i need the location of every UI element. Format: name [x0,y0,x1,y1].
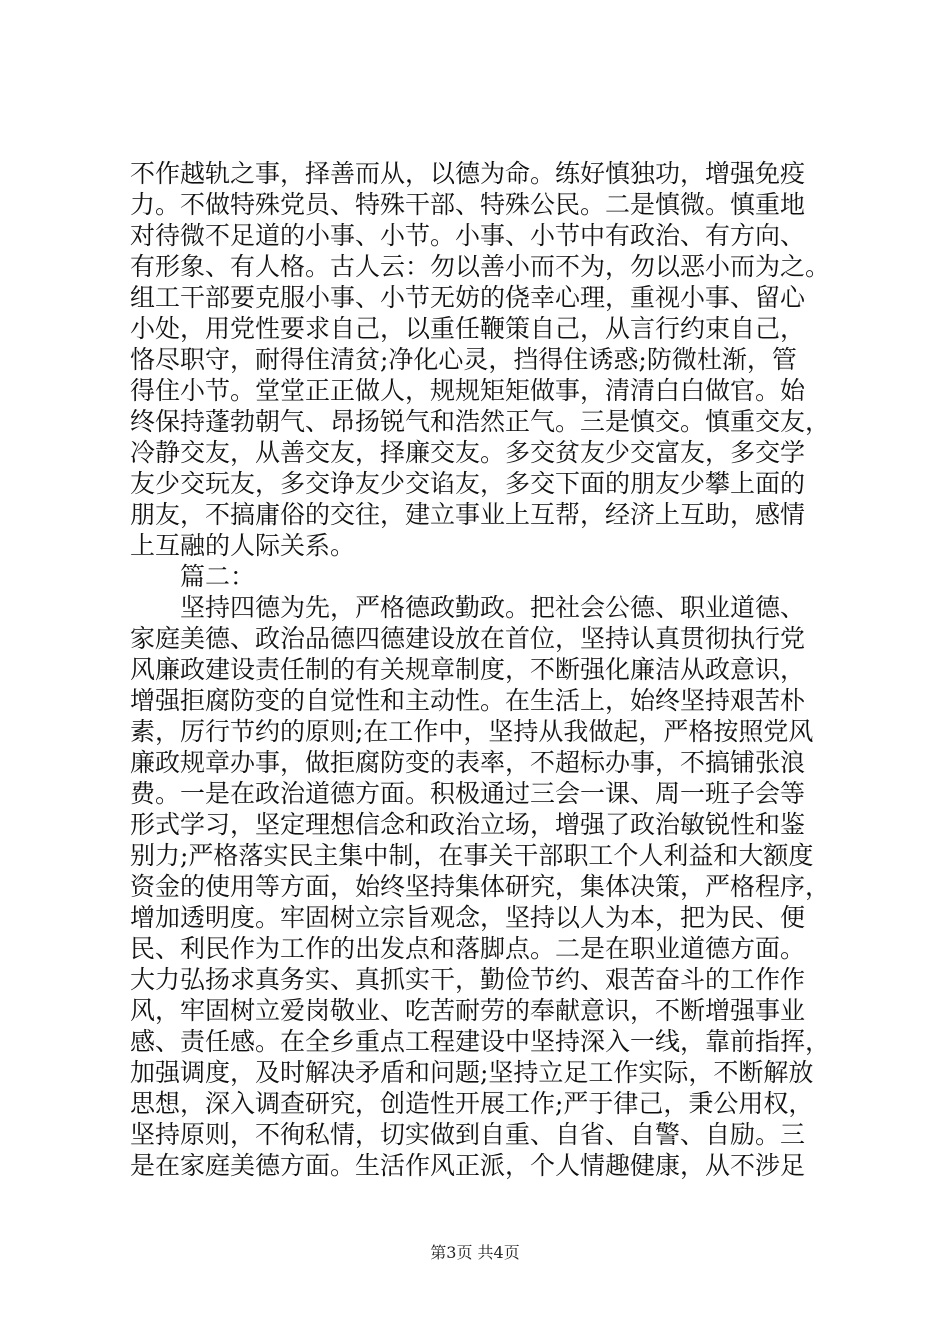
text-line: 终保持蓬勃朝气、昂扬锐气和浩然正气。三是慎交。慎重交友， [130,407,831,436]
text-line: 是在家庭美德方面。生活作风正派，个人情趣健康，从不涉足 [130,1151,806,1180]
text-line: 形式学习，坚定理想信念和政治立场，增强了政治敏锐性和鉴 [130,810,806,839]
text-line: 加强调度，及时解决矛盾和问题;坚持立足工作实际，不断解放 [130,1058,814,1087]
text-line: 上互融的人际关系。 [130,531,356,560]
text-line: 冷静交友，从善交友，择廉交友。多交贫友少交富友，多交学 [130,438,806,467]
text-line: 力。不做特殊党员、特殊干部、特殊公民。二是慎微。慎重地 [130,190,806,219]
text-line: 小处，用党性要求自己，以重任鞭策自己，从言行约束自己， [130,314,806,343]
document-body [130,158,830,1181]
text-line: 风廉政建设责任制的有关规章制度，不断强化廉洁从政意识， [130,655,806,684]
text-line: 思想，深入调查研究，创造性开展工作;严于律己，秉公用权， [130,1089,814,1118]
text-line: 别力;严格落实民主集中制，在事关干部职工个人利益和大额度 [130,841,814,870]
text-line: 大力弘扬求真务实、真抓实干，勤俭节约、艰苦奋斗的工作作 [130,965,806,994]
text-line: 友少交玩友，多交诤友少交谄友，多交下面的朋友少攀上面的 [130,469,806,498]
text-line: 资金的使用等方面，始终坚持集体研究，集体决策，严格程序， [130,872,831,901]
text-line: 坚持原则，不徇私情，切实做到自重、自省、自警、自励。三 [130,1120,806,1149]
text-line: 坚持四德为先，严格德政勤政。把社会公德、职业道德、 [130,593,806,622]
text-line: 有形象、有人格。古人云：勿以善小而不为，勿以恶小而为之。 [130,252,831,281]
text-line: 组工干部要克服小事、小节无妨的侥幸心理，重视小事、留心 [130,283,806,312]
text-line: 篇二： [130,562,256,591]
text-line: 增强拒腐防变的自觉性和主动性。在生活上，始终坚持艰苦朴 [130,686,806,715]
text-line: 不作越轨之事，择善而从，以德为命。练好慎独功，增强免疫 [130,159,806,188]
text-line: 素，厉行节约的原则;在工作中，坚持从我做起，严格按照党风 [130,717,814,746]
text-line: 朋友，不搞庸俗的交往，建立事业上互帮，经济上互助，感情 [130,500,806,529]
text-line: 恪尽职守，耐得住清贫;净化心灵，挡得住诱惑;防微杜渐，管 [130,345,797,374]
text-line: 得住小节。堂堂正正做人，规规矩矩做事，清清白白做官。始 [130,376,806,405]
text-line: 风，牢固树立爱岗敬业、吃苦耐劳的奉献意识，不断增强事业 [130,996,806,1025]
text-line: 增加透明度。牢固树立宗旨观念，坚持以人为本，把为民、便 [130,903,806,932]
text-line: 家庭美德、政治品德四德建设放在首位，坚持认真贯彻执行党 [130,624,806,653]
page-footer: 第3页 共4页 [430,1243,520,1262]
text-line: 感、责任感。在全乡重点工程建设中坚持深入一线，靠前指挥， [130,1027,831,1056]
text-line: 民、利民作为工作的出发点和落脚点。二是在职业道德方面。 [130,934,806,963]
text-line: 廉政规章办事，做拒腐防变的表率，不超标办事，不搞铺张浪 [130,748,806,777]
text-line: 费。一是在政治道德方面。积极通过三会一课、周一班子会等 [130,779,806,808]
text-line: 对待微不足道的小事、小节。小事、小节中有政治、有方向、 [130,221,806,250]
